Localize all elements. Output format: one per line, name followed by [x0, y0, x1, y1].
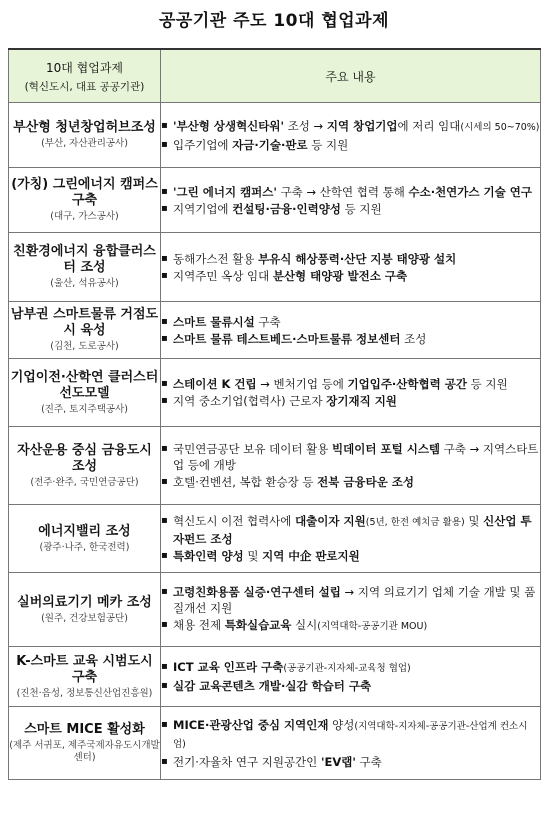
content-text: 지역 중소기업(협력사) 근로자: [173, 394, 327, 408]
content-text-bold: 장기재직 지원: [326, 394, 397, 408]
task-title: 실버의료기기 메카 조성: [17, 594, 152, 610]
content-text-bold: 스마트 물류 테스트베드·스마트물류 정보센터: [173, 331, 401, 346]
content-text-bold: 특화인력 양성: [173, 549, 244, 563]
table-row: [9, 573, 541, 647]
content-text: 에 저리 임대: [397, 118, 461, 133]
content-item: [161, 201, 540, 217]
content-text: 및: [243, 549, 263, 563]
task-cell: [9, 707, 161, 780]
content-text: 전기·자율차 연구 지원공간인: [173, 754, 321, 769]
content-text-bold: 스마트 물류시설: [173, 314, 255, 329]
content-text: 구축 → 지역스타트업 등에 개방: [173, 442, 539, 472]
content-item: [161, 584, 540, 616]
content-cell: [161, 233, 541, 302]
content-text-bold: 'EV랩': [320, 754, 356, 769]
page-title: 공공기관 주도 10대 협업과제: [158, 11, 390, 31]
content-text: 지역주민 옥상 임대: [173, 268, 273, 283]
task-cell: [9, 168, 161, 233]
content-text-bold: 특화실습교육: [224, 618, 292, 632]
content-text-bold: '그린 에너지 캠퍼스': [173, 184, 277, 199]
header-task-sublabel: (혁신도시, 대표 공공기관): [24, 80, 145, 93]
content-text-bold: 빅데이터 포털 시스템: [332, 442, 441, 456]
task-organization: (부산, 자산관리공사): [41, 138, 128, 149]
task-organization: (광주·나주, 한국전력): [39, 541, 130, 553]
task-organization: (김천, 도로공사): [50, 341, 119, 352]
content-text: 및: [464, 514, 484, 528]
content-text-bold: 고령친화용품 실증·연구센터 설립: [173, 585, 341, 599]
content-text: 조성: [400, 331, 427, 346]
task-cell: [9, 103, 161, 168]
content-cell: [161, 359, 541, 427]
content-item: [161, 314, 540, 330]
content-text-bold: 기업입주·산학협력 공간: [347, 377, 467, 391]
task-organization: (진천·음성, 정보통신산업진흥원): [16, 687, 153, 699]
task-organization: (원주, 건강보험공단): [41, 612, 128, 624]
content-text: → 지역 의료기기 업체 기술 개발 및 품질개선 지원: [173, 585, 536, 615]
table-row: [9, 707, 541, 780]
task-cell: [9, 573, 161, 647]
content-text: 양성: [328, 717, 355, 732]
task-organization: (대구, 가스공사): [50, 211, 119, 222]
header-content-column: [161, 49, 541, 103]
content-item: [161, 331, 540, 347]
content-item: [161, 513, 540, 547]
header-task-column: [9, 49, 161, 103]
table-row: [9, 302, 541, 359]
content-text: (지역대학-지자체-공공기관-산업계 컨소시엄): [173, 720, 528, 750]
content-text: 혁신도시 이전 협력사에: [173, 514, 296, 528]
table-body: [9, 103, 541, 780]
content-list: [161, 376, 540, 409]
content-list: [161, 717, 540, 770]
task-title: 에너지밸리 조성: [38, 523, 131, 539]
content-text: 구축: [254, 314, 281, 329]
table-header-row: [9, 49, 541, 103]
content-text-bold: 컨설팅·금융·인력양성: [232, 201, 341, 216]
task-title: 자산운용 중심 금융도시 조성: [17, 442, 152, 474]
content-list: [161, 584, 540, 635]
content-text: 구축: [355, 754, 382, 769]
task-organization: (전주·완주, 국민연금공단): [30, 476, 139, 488]
content-text-bold: '부산형 상생혁신타워': [173, 118, 285, 133]
table-row: [9, 359, 541, 427]
content-text: 실시: [291, 618, 318, 632]
task-title: 친환경에너지 융합클러스터 조성: [13, 244, 156, 275]
content-text-bold: 부유식 해상풍력·산단 지붕 태양광 설치: [258, 251, 457, 266]
content-text: 동해가스전 활용: [173, 251, 259, 266]
content-text: 국민연금공단 보유 데이터 활용: [173, 442, 333, 456]
content-text-bold: 자금·기술·판로: [232, 137, 308, 152]
content-text: 등 지원: [340, 201, 382, 216]
content-item: [161, 268, 540, 284]
content-item: [161, 251, 540, 267]
table-row: [9, 103, 541, 168]
task-organization: (제주 서귀포, 제주국제자유도시개발센터): [9, 740, 160, 763]
content-item: [161, 118, 540, 136]
task-title: 기업이전·산학연 클러스터 선도모델: [10, 369, 159, 401]
content-text-bold: 지역 창업기업: [326, 118, 398, 133]
content-text: 채용 전제: [173, 618, 225, 632]
task-cell: [9, 647, 161, 707]
content-item: [161, 474, 540, 490]
table-row: [9, 505, 541, 573]
content-text: 등 지원: [307, 137, 349, 152]
table-row: [9, 427, 541, 505]
content-list: [161, 659, 540, 694]
content-text-bold: 분산형 태양광 발전소 구축: [272, 268, 408, 283]
content-list: [161, 118, 540, 153]
content-cell: [161, 505, 541, 573]
content-text: 구축 → 산학연 협력 통해: [276, 184, 409, 199]
task-cell: [9, 359, 161, 427]
content-text: 지역기업에: [173, 201, 233, 216]
task-title: 부산형 청년창업허브조성: [13, 120, 156, 135]
content-text: → 벤처기업 등에: [256, 377, 348, 391]
content-text-bold: 지역 中企 판로지원: [262, 549, 360, 563]
task-cell: [9, 427, 161, 505]
content-item: [161, 137, 540, 153]
table-row: [9, 233, 541, 302]
content-text-bold: 전북 금융타운 조성: [317, 475, 415, 489]
content-item: [161, 678, 540, 694]
content-cell: [161, 707, 541, 780]
content-item: [161, 617, 540, 635]
task-title: 남부권 스마트물류 거점도시 육성: [10, 307, 159, 338]
content-item: [161, 393, 540, 409]
content-item: [161, 754, 540, 770]
content-item: [161, 184, 540, 200]
task-title: 스마트 MICE 활성화: [24, 722, 145, 737]
content-list: [161, 441, 540, 490]
content-item: [161, 717, 540, 753]
content-item: [161, 441, 540, 473]
content-text-bold: 대출이자 지원: [295, 514, 366, 528]
content-text: (공공기관-지자체-교육청 협업): [283, 663, 411, 674]
content-text: 입주기업에: [173, 137, 233, 152]
content-item: [161, 548, 540, 564]
content-text: (시세의 50~70%): [460, 121, 540, 133]
table-row: [9, 168, 541, 233]
content-list: [161, 513, 540, 564]
content-text-bold: 스테이션 K 건립: [173, 377, 257, 391]
content-list: [161, 251, 540, 284]
content-cell: [161, 168, 541, 233]
content-text-bold: 실감 교육콘텐츠 개발·실감 학습터 구축: [173, 679, 372, 693]
task-cell: [9, 233, 161, 302]
content-text-bold: 신산업 투자펀드 조성: [173, 514, 532, 546]
content-text: 조성 →: [284, 118, 327, 133]
header-content-label: 주요 내용: [325, 69, 376, 84]
content-text: (지역대학-공공기관 MOU): [317, 621, 428, 632]
content-list: [161, 184, 540, 217]
task-title: K-스마트 교육 시범도시 구축: [16, 653, 153, 685]
content-cell: [161, 103, 541, 168]
content-cell: [161, 427, 541, 505]
task-organization: (진주, 토지주택공사): [41, 403, 128, 415]
header-task-label: 10대 협업과제: [45, 60, 124, 75]
content-text-bold: MICE·관광산업 중심 지역인재: [173, 717, 329, 732]
content-text: 등 지원: [466, 377, 508, 391]
task-cell: [9, 505, 161, 573]
content-cell: [161, 302, 541, 359]
content-text: 호텔·컨벤션, 복합 환승장 등: [173, 475, 318, 489]
task-cell: [9, 302, 161, 359]
tasks-table: [8, 48, 541, 780]
content-text-bold: ICT 교육 인프라 구축: [173, 660, 284, 674]
content-text: (5년, 한전 예치금 활용): [365, 517, 465, 528]
content-item: [161, 376, 540, 392]
task-title: (가칭) 그린에너지 캠퍼스 구축: [11, 177, 158, 208]
task-organization: (울산, 석유공사): [50, 278, 119, 289]
content-list: [161, 314, 540, 347]
content-cell: [161, 647, 541, 707]
content-cell: [161, 573, 541, 647]
content-item: [161, 659, 540, 677]
table-row: [9, 647, 541, 707]
content-text-bold: 수소·천연가스 기술 연구: [408, 184, 532, 199]
